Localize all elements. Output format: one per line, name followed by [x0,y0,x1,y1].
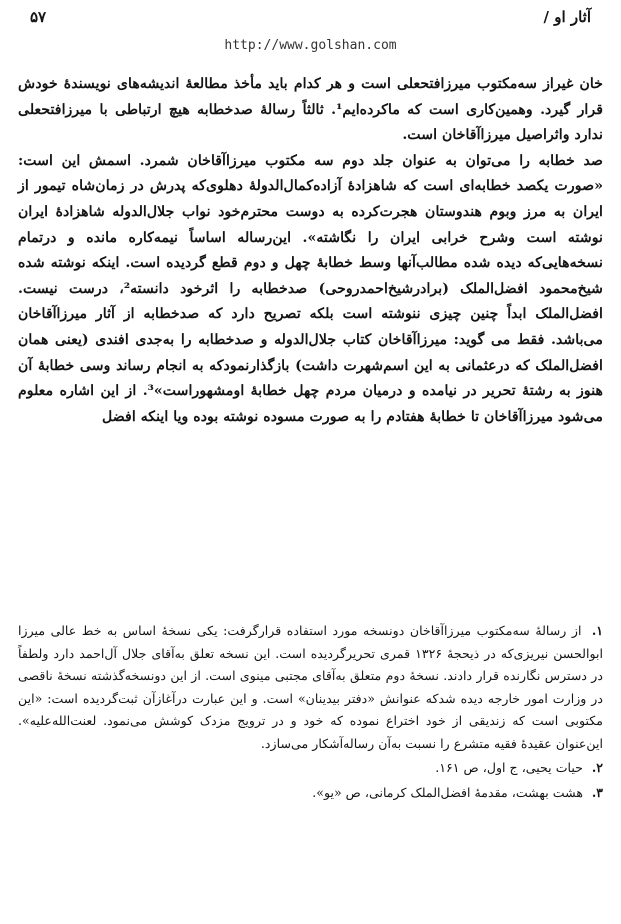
paragraph: خان غیراز سه‌مکتوب میرزافتحعلی است و هر کدام باید مأخذ مطالعهٔ اندیشه‌های نویسندهٔ خودش قرار گیرد. وهمین‌کاری است که ماکرده‌ایم¹. ثالثاً رسالهٔ صد‌خطابه هیچ ارتباطی با میرزافتحعلی ندارد واثراصیل میرزاآقاخان است. [18,76,603,144]
page-number: ۵۷ [30,8,47,26]
footnote-number: ۳. [591,784,603,800]
running-title [543,8,591,26]
footnote [18,782,603,805]
header-separator: / [543,8,549,26]
running-header [30,6,591,28]
footnotes [18,620,603,806]
paragraph: صد خطابه را می‌توان به عنوان جلد دوم سه مکتوب میرزاآقاخان شمرد. اسمش این است: «صورت یکصد خطابه‌ای است که شاهزادهٔ آزاده‌کمال‌الدولهٔ دهلوی‌که پدرش در زمان‌شاه تیمور از ایران به مرز وبوم هندوستان هجرت‌کرده به دوست محترم‌خود نواب جلال‌الدوله شاهزادهٔ ایران نوشته است وشرح خرابی ایران را نگاشته». این‌رساله اساساً نیمه‌کاره مانده و درتمام نسخه‌هایی‌که دیده شده مطالب‌آنها وسط خطابهٔ چهل و دوم قطع گردیده است. اینکه نوشته شده شیخ‌محمود افضل‌الملک (برادرشیخ‌احمدروحی) صدخطابه را اثرخود دانسته²، درست نیست. افضل‌الملک ابداً چنین چیزی ننوشته است بلکه تصریح دارد که صدخطابه از آثار میرزاآقاخان می‌باشد. فقط می گوید: میرزاآقاخان کتاب جلال‌الدوله و صدخطابه را به‌جدی افندی (یعنی همان افضل‌الملک‌ که درعثمانی به این اسم‌شهرت داشت) بازگذارنمود‌که به انجام رساند وسی خطابهٔ آن هنوز به رشتهٔ تحریر در نیامده و درمیان مردم چهل خطابهٔ اومشهوراست»³. از این اشاره معلوم می‌شود میرزاآقاخان تا خطابهٔ هفتادم را به صورت مسوده نوشته بوده ویا اینکه افضل‌ [18,152,603,425]
footnote [18,757,603,780]
footnote-number: ۲. [591,760,603,775]
footnote-number: ۱. [591,623,603,638]
header-title: آثار او [554,8,591,26]
footnote-text: هشت بهشت، مقدمهٔ افضل‌الملک کرمانی، ص «یو». [312,784,583,800]
main-text [18,72,603,430]
footnote [18,620,603,755]
footnote-text: از رسالهٔ سه‌مکتوب میرزاآقاخان دونسخه مورد استفاده قرارگرفت: یکی نسخهٔ اساس به خط عالی میرزا ابوالحسن نیریزی‌که در ذیحجهٔ ۱۳۲۶ قمری تحریرگردیده است. این نسخه تعلق به‌آقای جلال آل‌احمد دارد ولطفاً در دسترس نگارنده قرار دادند. نسخهٔ دوم متعلق به‌آقای مجتبی مینوی است. از این دونسخه‌گذشته نسخهٔ ناقصی در وزارت امور خارجه دیده شدکه عنوانش «دفتر بیدینان» است. و این عبارت درآغازآن ثبت‌گردیده است: «این مکتوبی است که زندیقی از خود اختراع نموده که خود و در ترویج مزدک کوشش می‌نمود. لعنت‌الله‌علیه». این‌عنوان عقیدهٔ فقیه متشرع را نسبت به‌آن رساله‌آشکار می‌سازد. [18,623,603,751]
footnote-text: حیات یحیی، ج اول، ص ۱۶۱. [435,760,583,775]
watermark-url: http://www.golshan.com [224,38,397,53]
